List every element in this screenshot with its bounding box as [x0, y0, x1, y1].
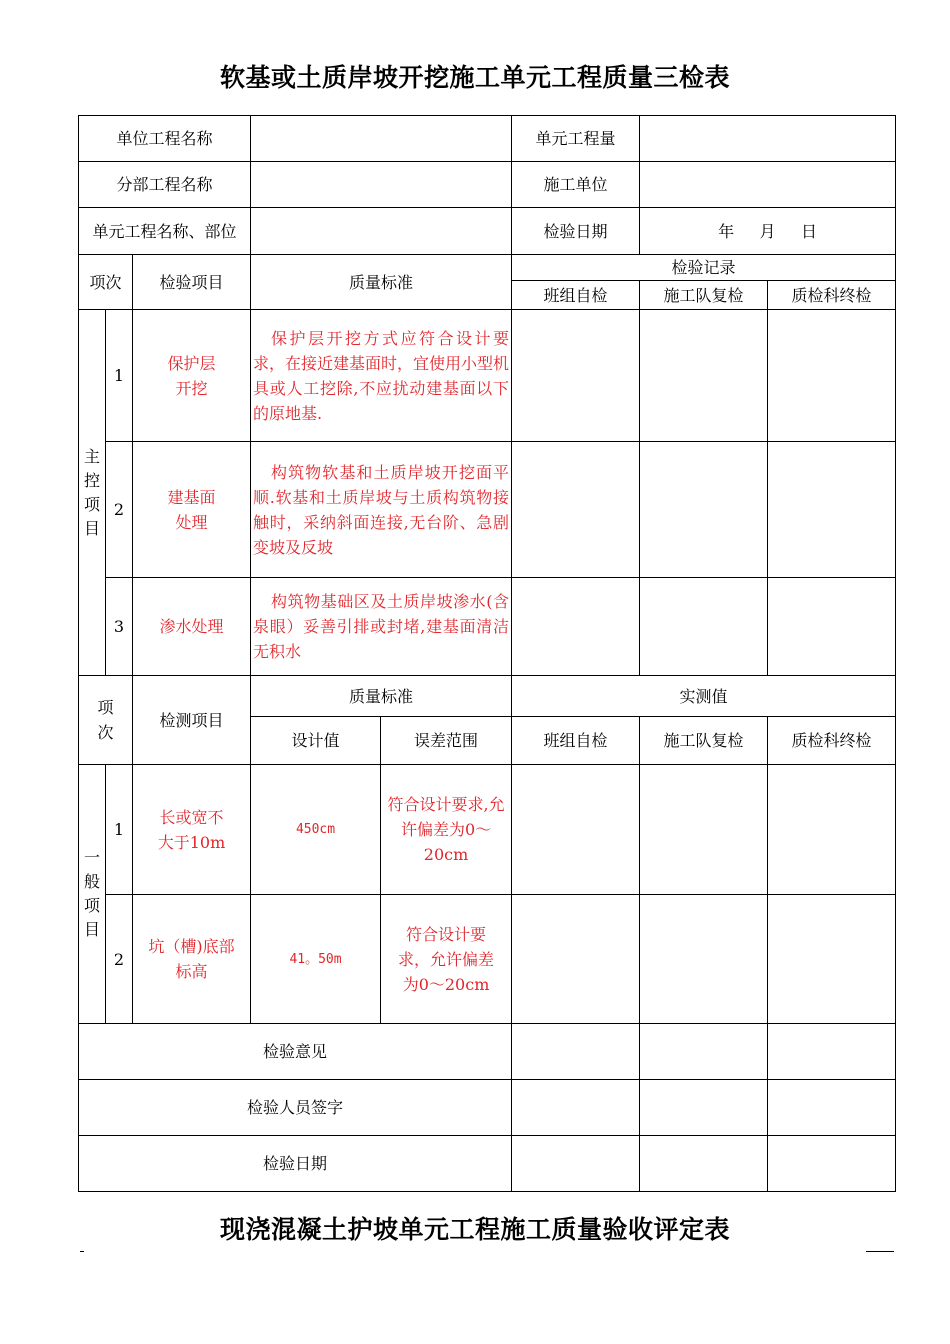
general-col-index-header: [79, 676, 133, 765]
main-row: [79, 442, 896, 578]
inspection-opinion-label: 检验意见: [79, 1024, 512, 1080]
self-check-cell[interactable]: [512, 895, 640, 1024]
main-row-item: [133, 310, 251, 442]
unit-project-name-label: 单位工程名称: [79, 116, 251, 162]
general-group-label: [79, 765, 106, 1024]
general-row-design: 450cm: [251, 765, 381, 895]
main-row-item-text: 建基面处理: [167, 487, 216, 532]
final-check-cell[interactable]: [768, 310, 896, 442]
date-month: 月: [759, 221, 776, 241]
team-check-cell[interactable]: [640, 895, 768, 1024]
unit-quantity-field[interactable]: [640, 116, 896, 162]
signature-final-cell[interactable]: [768, 1080, 896, 1136]
main-row-standard: 保护层开挖方式应符合设计要求，在接近建基面时，宜使用小型机具或人工挖除,不应扰动建基面以下的原地基.: [251, 310, 512, 442]
general-group-text: 一般项目: [84, 848, 101, 939]
footer-date-label: 检验日期: [79, 1136, 512, 1192]
main-row-index: 2: [106, 442, 133, 578]
general-row-tolerance-text: 符合设计要求，允许偏差为0～20cm: [398, 924, 495, 994]
general-row: [79, 765, 896, 895]
general-col-team-header: 施工队复检: [640, 717, 768, 765]
main-row-standard: 构筑物软基和土质岸坡开挖面平顺.软基和土质岸坡与土质构筑物接触时，采纳斜面连接,无台阶、急剧变坡及反坡: [251, 442, 512, 578]
inspector-signature-label: 检验人员签字: [79, 1080, 512, 1136]
general-col-standard-header: 质量标准: [251, 676, 512, 717]
final-check-cell[interactable]: [768, 765, 896, 895]
general-row-tolerance-text: 符合设计要求,允许偏差为0～20cm: [387, 795, 505, 864]
general-row-item: [133, 765, 251, 895]
opinion-final-cell[interactable]: [768, 1024, 896, 1080]
general-row: [79, 895, 896, 1024]
footer-rule-right: [866, 1251, 894, 1252]
inspection-date-label: 检验日期: [512, 208, 640, 255]
general-col-item-header: 检测项目: [133, 676, 251, 765]
general-col-index-text: 项次: [97, 698, 114, 742]
col-team-check-header: 施工队复检: [640, 281, 768, 310]
general-row-item: [133, 895, 251, 1024]
general-col-design-header: 设计值: [251, 717, 381, 765]
general-row-item-text: 坑（槽)底部标高: [148, 937, 235, 981]
col-index-header: 项次: [79, 255, 133, 310]
construction-unit-label: 施工单位: [512, 162, 640, 208]
signature-team-cell[interactable]: [640, 1080, 768, 1136]
sub-project-name-label: 分部工程名称: [79, 162, 251, 208]
final-check-cell[interactable]: [768, 578, 896, 676]
general-row-index: 1: [106, 765, 133, 895]
signature-self-cell[interactable]: [512, 1080, 640, 1136]
general-row-index: 2: [106, 895, 133, 1024]
page-title: 软基或土质岸坡开挖施工单元工程质量三检表: [219, 63, 730, 92]
team-check-cell[interactable]: [640, 310, 768, 442]
sub-project-name-field[interactable]: [251, 162, 512, 208]
date-year: 年: [718, 221, 735, 241]
main-row-item: [133, 442, 251, 578]
date-self-cell[interactable]: [512, 1136, 640, 1192]
self-check-cell[interactable]: [512, 442, 640, 578]
col-record-header: 检验记录: [512, 255, 896, 281]
footer-rule-left: [80, 1251, 84, 1252]
general-row-item-text: 长或宽不大于10m: [157, 807, 226, 852]
inspection-date-field[interactable]: [640, 208, 896, 255]
general-row-design: 41。50m: [251, 895, 381, 1024]
team-check-cell[interactable]: [640, 765, 768, 895]
general-row-tolerance: [381, 895, 512, 1024]
general-col-tolerance-header: 误差范围: [381, 717, 512, 765]
unit-project-name-field[interactable]: [251, 116, 512, 162]
unit-name-location-field[interactable]: [251, 208, 512, 255]
team-check-cell[interactable]: [640, 442, 768, 578]
unit-name-location-label: 单元工程名称、部位: [79, 208, 251, 255]
col-item-header: 检验项目: [133, 255, 251, 310]
main-row-item-text: 保护层开挖: [167, 353, 216, 398]
date-day: 日: [800, 221, 817, 241]
general-col-measured-header: 实测值: [512, 676, 896, 717]
unit-quantity-label: 单元工程量: [512, 116, 640, 162]
col-self-check-header: 班组自检: [512, 281, 640, 310]
final-check-cell[interactable]: [768, 895, 896, 1024]
team-check-cell[interactable]: [640, 578, 768, 676]
general-col-final-header: 质检科终检: [768, 717, 896, 765]
date-team-cell[interactable]: [640, 1136, 768, 1192]
col-standard-header: 质量标准: [251, 255, 512, 310]
main-group-label: [79, 310, 106, 676]
general-row-tolerance: [381, 765, 512, 895]
main-row-index: 1: [106, 310, 133, 442]
main-row: [79, 578, 896, 676]
opinion-self-cell[interactable]: [512, 1024, 640, 1080]
self-check-cell[interactable]: [512, 765, 640, 895]
general-col-self-header: 班组自检: [512, 717, 640, 765]
main-row-standard: 构筑物基础区及土质岸坡渗水(含泉眼）妥善引排或封堵,建基面清洁无积水: [251, 578, 512, 676]
next-form-title: 现浇混凝土护坡单元工程施工质量验收评定表: [219, 1215, 730, 1244]
self-check-cell[interactable]: [512, 310, 640, 442]
main-row-index: 3: [106, 578, 133, 676]
main-group-text: 主控项目: [84, 446, 101, 538]
inspection-table: [78, 115, 896, 1192]
final-check-cell[interactable]: [768, 442, 896, 578]
main-row: [79, 310, 896, 442]
main-row-item: 渗水处理: [133, 578, 251, 676]
col-final-check-header: 质检科终检: [768, 281, 896, 310]
self-check-cell[interactable]: [512, 578, 640, 676]
opinion-team-cell[interactable]: [640, 1024, 768, 1080]
date-final-cell[interactable]: [768, 1136, 896, 1192]
construction-unit-field[interactable]: [640, 162, 896, 208]
